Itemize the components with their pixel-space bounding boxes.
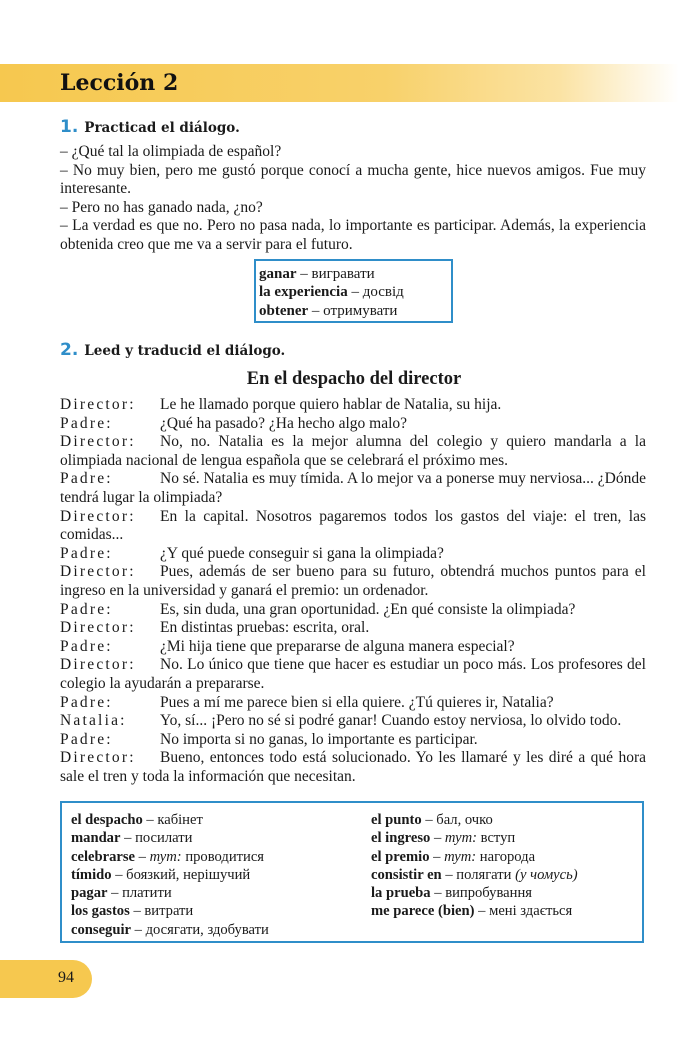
vocab-column-left [71,811,269,939]
speaker-label: Padre: [60,600,113,618]
vocab-term: mandar [71,830,121,847]
dialogue-1-line: – No muy bien, pero me gustó porque conocí a mucha gente, hice nuevos amigos. Fue muy interesante. [60,161,646,198]
turn-text: ¿Mi hija tiene que prepararse de alguna manera especial? [160,637,515,655]
vocab-translation: проводитися [181,848,265,865]
exercise-1-heading [60,117,240,137]
turn-text: No importa si no ganas, lo importante es participar. [160,730,478,748]
speaker-label: Director: [60,433,136,451]
dialogue-2 [60,396,646,786]
lesson-title: Lección 2 [60,70,179,96]
dialogue-turn [60,563,646,600]
dialogue-turn [60,694,646,713]
dialogue-turn [60,396,646,415]
speaker-label: Director: [60,749,136,767]
vocab-term: tímido [71,866,112,883]
vocab-term: la prueba [371,885,431,902]
exercise-2-instruction: Leed y traducid el diálogo. [84,343,286,359]
vocab-note: (у чомусь) [515,866,578,883]
vocab-translation: – мені здається [474,903,573,920]
dialogue-1-line: – ¿Qué tal la olimpiada de español? [60,143,282,160]
vocab-term: el premio [371,848,430,865]
vocab-translation: – полягати [441,866,516,883]
vocab-term: el despacho [71,812,143,828]
speaker-label: Padre: [60,730,113,748]
vocab-term: los gastos [71,903,130,920]
vocab-term: conseguir [71,921,131,938]
vocab-entry [371,884,578,902]
turn-text: En la capital. Nosotros pagaremos todos los gastos del viaje: el tren, las comidas... [60,507,646,544]
vocab-translation: – отримувати [308,302,398,319]
vocab-entry [371,866,578,884]
vocab-entry [371,902,578,920]
speaker-label: Director: [60,396,136,413]
vocab-entry [371,829,578,847]
vocab-translation: – вигравати [296,266,375,282]
vocab-translation: – досвід [347,284,404,301]
turn-text: No. Lo único que tiene que hacer es estudiar un poco más. Los profesores del colegio la ayudarán a prepararse. [60,656,646,692]
turn-text: Pues, además de ser bueno para su futuro, obtendrá muchos puntos para el ingreso en la universidad y ganará el premio: un ordenador. [60,563,646,599]
vocab-translation: – посилати [120,830,193,847]
speaker-label: Director: [60,619,136,637]
vocab-translation: – витрати [129,903,194,920]
speaker-label: Padre: [60,544,113,562]
vocab-entry [371,848,578,866]
vocab-entry [259,265,451,283]
vocab-translation: вступ [476,830,516,847]
dialogue-turn [60,749,646,786]
vocab-entry [71,866,269,884]
vocab-translation: – досягати, здобувати [131,921,269,938]
vocab-translation: – випробування [430,885,532,902]
turn-text: Yo, sí... ¡Pero no sé si podré ganar! Cuando estoy nerviosa, lo olvido todo. [160,712,622,730]
dialogue-turn [60,433,646,470]
vocab-translation: – платити [107,885,172,902]
dialogue-turn [60,619,646,638]
speaker-label: Director: [60,563,136,581]
dialogue-turn [60,508,646,545]
vocab-translation: – кабінет [142,812,203,828]
turn-text: ¿Qué ha pasado? ¿Ha hecho algo malo? [160,414,408,432]
exercise-2-number: 2. [60,340,79,360]
turn-text: Le he llamado porque quiero hablar de Natalia, su hija. [160,396,502,413]
exercise-1-number: 1. [60,117,79,137]
vocab-term: celebrarse [71,848,136,865]
vocab-entry [259,302,451,320]
turn-text: No sé. Natalia es muy tímida. A lo mejor va a ponerse muy nerviosa... ¿Dónde tendrá lugar la olimpiada? [60,470,646,506]
vocab-entry [259,283,451,301]
dialogue-turn [60,470,646,507]
vocab-term: el punto [371,812,422,828]
exercise-1-instruction: Practicad el diálogo. [84,120,240,136]
dialogue-turn [60,638,646,657]
vocab-entry [371,811,578,829]
vocab-translation: нагорода [476,848,536,865]
page-number-tab [0,960,92,998]
dialogue-turn [60,415,646,434]
dialogue-turn [60,601,646,620]
speaker-label: Padre: [60,693,113,711]
dialogue-turn [60,731,646,750]
vocab-term: pagar [71,885,108,902]
vocab-box-small [254,259,453,323]
dialogue-1 [60,143,646,255]
vocab-translation: – бал, очко [421,812,493,828]
vocab-box-large [60,801,644,943]
turn-text: ¿Y qué puede conseguir si gana la olimpiada? [160,544,444,562]
speaker-label: Padre: [60,414,113,432]
turn-text: Es, sin duda, una gran oportunidad. ¿En qué consiste la olimpiada? [160,600,576,618]
vocab-term: obtener [259,302,309,319]
vocab-term: el ingreso [371,830,431,847]
vocab-entry [71,902,269,920]
vocab-term: me parece (bien) [371,903,475,920]
turn-text: Bueno, entonces todo está solucionado. Yo les llamaré y les diré a qué hora sale el tren y toda la información que necesitan. [60,749,646,785]
vocab-translation: – боязкий, нерішучий [111,866,251,883]
turn-text: En distintas pruebas: escrita, oral. [160,619,370,637]
dialogue-1-line: – La verdad es que no. Pero no pasa nada, lo importante es participar. Además, la experiencia obtenida creo que me va a servir para el futuro. [60,217,646,253]
vocab-term: la experiencia [259,284,348,301]
vocab-entry [71,884,269,902]
vocab-column-right [371,811,578,921]
turn-text: Pues a mí me parece bien si ella quiere. ¿Tú quieres ir, Natalia? [160,693,554,711]
dialogue-2-title: En el despacho del director [246,369,462,389]
speaker-label: Director: [60,656,136,674]
exercise-2-heading [60,340,285,360]
vocab-note: – тут: [430,830,477,847]
dialogue-turn [60,656,646,693]
vocab-entry [71,829,269,847]
vocab-term: ganar [259,266,297,282]
speaker-label: Director: [60,507,136,525]
turn-text: No, no. Natalia es la mejor alumna del colegio y quiero mandarla a la olimpiada nacional de lengua española que se celebrará el próximo mes. [60,433,646,469]
vocab-entry [71,921,269,939]
speaker-label: Natalia: [60,712,127,730]
speaker-label: Padre: [60,470,113,488]
dialogue-1-line: – Pero no has ganado nada, ¿no? [60,198,263,216]
dialogue-turn [60,712,646,731]
dialogue-turn [60,545,646,564]
vocab-entry [71,811,269,829]
vocab-note: – тут: [135,848,182,865]
vocab-term: consistir en [371,866,442,883]
vocab-note: – тут: [429,848,477,865]
page-number: 94 [58,969,74,986]
vocab-entry [71,848,269,866]
speaker-label: Padre: [60,637,113,655]
